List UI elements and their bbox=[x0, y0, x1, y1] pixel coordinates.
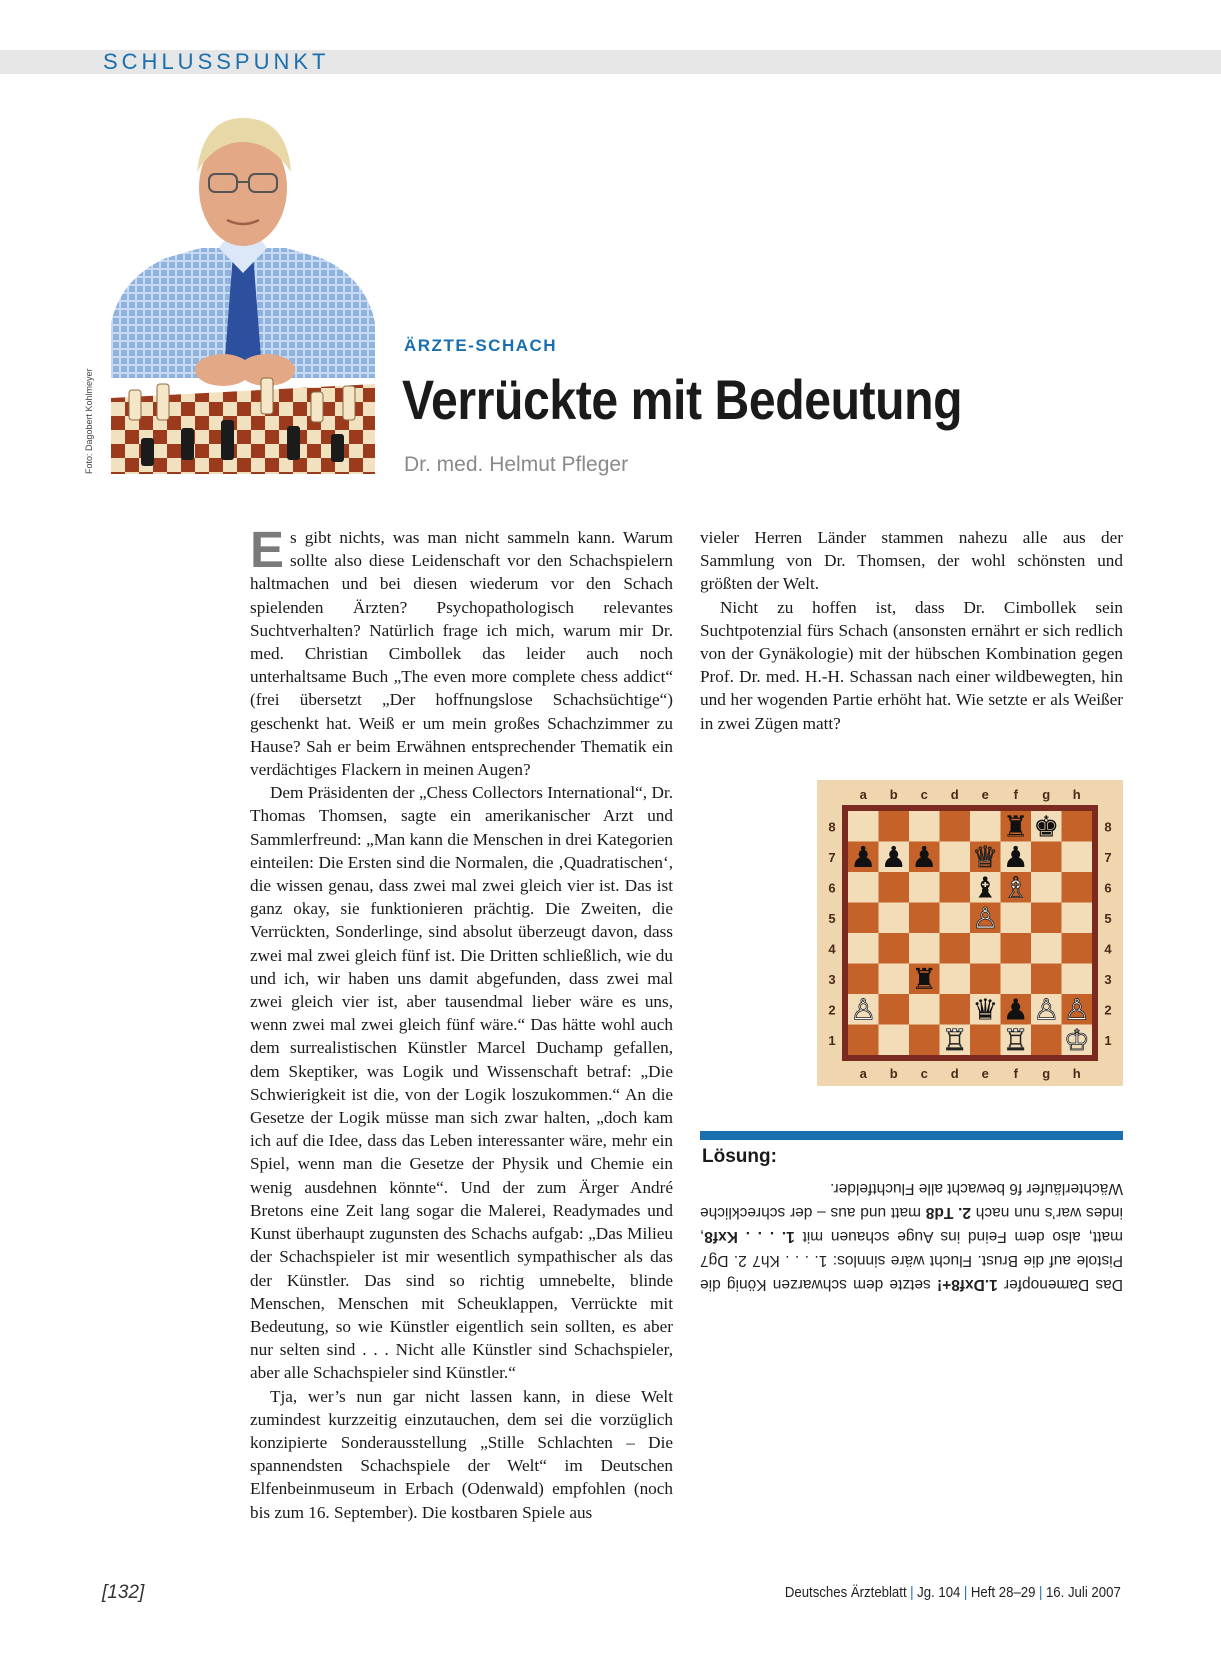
board-square bbox=[1031, 842, 1062, 873]
chess-piece: ♗ bbox=[1002, 870, 1029, 905]
board-square bbox=[848, 811, 879, 842]
board-square bbox=[970, 933, 1001, 964]
board-square bbox=[848, 964, 879, 995]
board-square bbox=[940, 811, 971, 842]
file-label: h bbox=[1072, 787, 1081, 802]
board-square bbox=[1062, 872, 1093, 903]
footer-separator: | bbox=[1039, 1584, 1043, 1601]
file-label: f bbox=[1013, 787, 1018, 802]
solution-text-part: , indes war’s nun nach bbox=[699, 1204, 1123, 1245]
rank-label: 1 bbox=[828, 1032, 836, 1048]
rank-label: 7 bbox=[828, 849, 836, 865]
file-label: h bbox=[1072, 1066, 1081, 1081]
board-square bbox=[848, 903, 879, 934]
drop-cap: E bbox=[250, 521, 285, 578]
file-label: d bbox=[950, 787, 959, 802]
rank-label: 8 bbox=[828, 819, 836, 835]
board-square bbox=[879, 903, 910, 934]
board-square bbox=[879, 994, 910, 1025]
paragraph bbox=[250, 521, 673, 781]
chess-piece: ♙ bbox=[1033, 992, 1060, 1027]
board-square bbox=[909, 903, 940, 934]
rank-label: 8 bbox=[1104, 819, 1112, 835]
board-square bbox=[1062, 903, 1093, 934]
chess-piece: ♟ bbox=[1002, 992, 1029, 1027]
article-column-left bbox=[250, 521, 673, 1524]
paragraph-text: s gibt nichts, was man nicht sammeln kann. Warum sollte also diese Leidenschaft vor den Schachspielern haltmachen und bei diesen wiederum vor den Schach spielenden Ärzten? Psychopathologisch relevantes Suchtverhalten? Natürlich frage ich mich, warum mir Dr. med. Christian Cimbollek das leider auch noch unterhaltsame Buch „The even more complete chess addict“ (frei übersetzt „Der hoffnungslose Schachsüchtige“) geschenkt hat. Weiß er um mein großes Schachzimmer zu Hause? Sah er beim Erwähnen entsprechender Thematik ein verdächtiges Flackern in meinen Augen? bbox=[250, 528, 673, 780]
rank-label: 6 bbox=[1104, 880, 1112, 896]
article-author: Dr. med. Helmut Pfleger bbox=[404, 453, 629, 476]
chess-piece: ♖ bbox=[941, 1022, 968, 1057]
chess-piece: ♙ bbox=[1063, 992, 1090, 1027]
board-square bbox=[879, 1025, 910, 1056]
board-square bbox=[1001, 903, 1032, 934]
rank-label: 2 bbox=[828, 1002, 836, 1018]
file-label: b bbox=[889, 1066, 898, 1081]
rank-label: 2 bbox=[1104, 1002, 1112, 1018]
author-photo bbox=[111, 108, 375, 474]
rank-label: 5 bbox=[1104, 910, 1112, 926]
file-label: c bbox=[920, 787, 928, 802]
solution-heading: Lösung: bbox=[702, 1146, 777, 1167]
board-square bbox=[879, 964, 910, 995]
board-square bbox=[1031, 872, 1062, 903]
board-square bbox=[1031, 933, 1062, 964]
chess-piece: ♚ bbox=[1033, 809, 1060, 844]
chess-piece: ♙ bbox=[972, 900, 999, 935]
file-label: c bbox=[920, 1066, 928, 1081]
article-kicker: ÄRZTE-SCHACH bbox=[404, 336, 558, 355]
board-square bbox=[1062, 811, 1093, 842]
chess-piece: ♙ bbox=[850, 992, 877, 1027]
board-square bbox=[1001, 964, 1032, 995]
board-square bbox=[1031, 964, 1062, 995]
file-label: a bbox=[859, 787, 867, 802]
file-label: f bbox=[1013, 1066, 1018, 1081]
footer-journal: Deutsches Ärzteblatt bbox=[785, 1584, 907, 1601]
file-label: a bbox=[859, 1066, 867, 1081]
photo-credit: Foto: Dagobert Kohlmeyer bbox=[84, 368, 94, 474]
board-square bbox=[909, 933, 940, 964]
page-number: [132] bbox=[102, 1582, 145, 1603]
chess-piece: ♛ bbox=[972, 992, 999, 1027]
footer-volume: Jg. 104 bbox=[917, 1584, 961, 1601]
paragraph: Dem Präsidenten der „Chess Collectors International“, Dr. Thomas Thomsen, sagte ein amerikanischer Arzt und Sammlerfreund: „Man kann die Menschen in drei Kategorien einteilen: Die Ersten sind die Normalen, die ‚Quadratischen‘, die wissen genau, dass zwei mal zwei gleich vier ist. Das ist ganz okay, sie funktionieren prächtig. Die Zweiten, die Verrückten, Sonderlinge, sind absolut überzeugt davon, dass zwei mal zwei gleich fünf ist. Die Dritten schließlich, wie du und ich, wir haben uns damit abgefunden, dass zwei mal zwei gleich vier ist, aber tausendmal lieber wäre es uns, wenn zwei mal zwei gleich fünf wäre.“ Das hätte wohl auch dem surrealistischen Künstler Marcel Duchamp gefallen, dem Skeptiker, was Logik und Wissenschaft betraf: „Die Schwierigkeit ist die, von der Logik loszukommen.“ An die Gesetze der Logik müsse man sich zwar halten, „doch kam ich auf die Idee, dass das Leben interessanter wäre, mehr ein Spiel, wenn man die Gesetze der Physik und Chemie ein wenig ausdehnen könnte“. Und der zum Ärger André Bretons eine Zeit lang sogar die Malerei, Readymades und Kunst überhaupt zugunsten des Schachs aufgab: „Das Milieu der Schachspieler ist mir wesentlich sympathischer als das der Künstler. Das sind so richtig umnebelte, blinde Menschen, Menschen mit Scheuklappen, Verrückte mit Bedeutung, so wie Künstler eigentlich sein sollten, es aber nur selten sind . . . Nicht alle Künstler sind Schachspieler, aber alle Schachspieler sind Künstler.“ bbox=[250, 783, 673, 1383]
board-square bbox=[879, 811, 910, 842]
solution-divider bbox=[700, 1131, 1123, 1140]
footer-date: 16. Juli 2007 bbox=[1046, 1584, 1121, 1601]
file-label: g bbox=[1042, 787, 1051, 802]
board-square bbox=[1062, 933, 1093, 964]
board-square bbox=[940, 903, 971, 934]
rank-label: 3 bbox=[1104, 971, 1112, 987]
board-square bbox=[970, 811, 1001, 842]
chess-piece: ♟ bbox=[1002, 839, 1029, 874]
solution-text bbox=[700, 1176, 1123, 1296]
board-square bbox=[940, 994, 971, 1025]
solution-move: 2. Td8 bbox=[925, 1204, 972, 1221]
board-square bbox=[970, 1025, 1001, 1056]
board-square bbox=[909, 1025, 940, 1056]
file-label: g bbox=[1042, 1066, 1051, 1081]
footer-separator: | bbox=[910, 1584, 914, 1601]
board-square bbox=[848, 872, 879, 903]
solution-text-part: matt und aus – der schreckliche Wächterläufer f6 bewacht alle Fluchtfelder. bbox=[700, 1180, 1123, 1221]
board-square bbox=[909, 811, 940, 842]
board-square bbox=[940, 872, 971, 903]
board-square bbox=[848, 933, 879, 964]
article-title: Verrückte mit Bedeutung bbox=[402, 368, 963, 431]
board-square bbox=[970, 964, 1001, 995]
paragraph: Nicht zu hoffen ist, dass Dr. Cimbollek sein Suchtpotenzial fürs Schach (ansonsten ernährt er sich redlich von der Gynäkologie) mit der hübschen Kombination gegen Prof. Dr. med. H.-H. Schassan nach einer wildbewegten, hin und her wogenden Partie erhöht hat. Wie setzte er als Weißer in zwei Zügen matt? bbox=[700, 597, 1123, 733]
chess-piece: ♝ bbox=[972, 870, 999, 905]
chess-piece: ♔ bbox=[1063, 1022, 1090, 1057]
chess-piece: ♕ bbox=[972, 839, 999, 874]
file-label: e bbox=[981, 1066, 989, 1081]
chess-piece: ♜ bbox=[911, 961, 938, 996]
chess-piece: ♟ bbox=[880, 839, 907, 874]
file-label: e bbox=[981, 787, 989, 802]
board-square bbox=[909, 994, 940, 1025]
chess-piece: ♖ bbox=[1002, 1022, 1029, 1057]
board-square bbox=[1062, 842, 1093, 873]
board-square bbox=[909, 872, 940, 903]
chess-diagram bbox=[817, 780, 1123, 1086]
board-square bbox=[879, 872, 910, 903]
board-square bbox=[940, 842, 971, 873]
footer-issue: Heft 28–29 bbox=[971, 1584, 1036, 1601]
board-square bbox=[940, 964, 971, 995]
paragraph: vieler Herren Länder stammen nahezu alle aus der Sammlung von Dr. Thomsen, der wohl schönsten und größten der Welt. bbox=[700, 528, 1123, 594]
article-column-right bbox=[700, 526, 1123, 735]
rank-label: 5 bbox=[828, 910, 836, 926]
footer-separator: | bbox=[964, 1584, 968, 1601]
rank-label: 4 bbox=[828, 941, 836, 957]
section-label: SCHLUSSPUNKT bbox=[103, 49, 330, 74]
board-square bbox=[1062, 964, 1093, 995]
rank-label: 4 bbox=[1104, 941, 1112, 957]
rank-label: 7 bbox=[1104, 849, 1112, 865]
footer-citation bbox=[785, 1584, 1121, 1601]
rank-label: 3 bbox=[828, 971, 836, 987]
rank-label: 6 bbox=[828, 880, 836, 896]
rank-label: 1 bbox=[1104, 1032, 1112, 1048]
chess-piece: ♟ bbox=[911, 839, 938, 874]
solution-text-part: setzte dem schwarzen König die Pistole auf die Brust. Flucht wäre sinnlos: 1. . . . Kh7 2. Dg7 matt, also dem Feind ins Auge schauen mit bbox=[700, 1228, 1123, 1293]
board-square bbox=[940, 933, 971, 964]
solution-box bbox=[700, 1176, 1123, 1298]
board-square bbox=[848, 1025, 879, 1056]
chess-piece: ♟ bbox=[850, 839, 877, 874]
solution-text-part: Das Damenopfer bbox=[997, 1276, 1123, 1293]
board-square bbox=[1031, 1025, 1062, 1056]
chess-piece: ♜ bbox=[1002, 809, 1029, 844]
file-label: b bbox=[889, 787, 898, 802]
solution-move: 1.Dxf8+! bbox=[936, 1276, 998, 1293]
board-square bbox=[1001, 933, 1032, 964]
file-label: d bbox=[950, 1066, 959, 1081]
solution-move: 1. . . . Kxf8 bbox=[704, 1228, 795, 1245]
board-square bbox=[879, 933, 910, 964]
paragraph: Tja, wer’s nun gar nicht lassen kann, in diese Welt zumindest kurzzeitig einzutauchen, dem sei die vorzüglich konzipierte Sonderausstellung „Stille Schlachten – Die spannendsten Schachspiele der Welt“ im Deutschen Elfenbeinmuseum in Erbach (Odenwald) empfohlen (noch bis zum 16. September). Die kostbaren Spiele aus bbox=[250, 1386, 673, 1522]
board-square bbox=[1031, 903, 1062, 934]
